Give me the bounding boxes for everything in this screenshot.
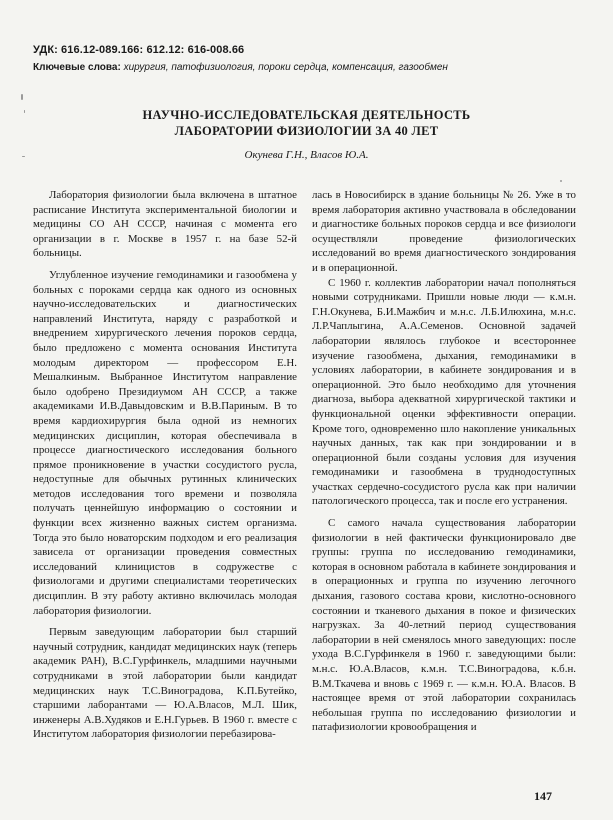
keywords-label: Ключевые слова: — [33, 62, 121, 73]
paragraph: С 1960 г. коллектив лаборатории начал пополняться новыми сотрудниками. Пришли новые люди — к.м.н. Г.Н.Окунева, Б.И.Мажбич и м.н.с. Л.Б.Илюхина, м.н.с. Л.Р.Чаплыгина, А.А.Семенов. Основной задачей лаборатории являлось глубокое и всестороннее изучение газообмена, дыхания, гемодинамики в условиях лаборатории, в кабинете зондирования и в операционной. Это было необходимо для уточнения диагноза, выбора адекватной хирургической тактики и функциональной оценки эффективности операции. Кроме того, одновременно шло накопление уникальных научных данных, так как при зондировании и в операционной были созданы условия для изучения гемодинамики и газообмена в труднодоступных участках сердечно-сосудистого русла как при наличии патологического процесса, так и после его устранения. — [312, 276, 576, 508]
udk-code: УДК: 616.12-089.166: 612.12: 616-008.66 — [33, 44, 245, 56]
keywords-line — [33, 62, 593, 73]
paragraph: Первым заведующим лаборатории был старший научный сотрудник, кандидат медицинских наук (теперь академик РАН), В.С.Гурфинкель, младшими научными сотрудниками в этой лаборатории были кандидат медицинских наук Т.С.Виноградова, К.П.Бутейко, старшими лаборантами — Ю.А.Власов, М.Л. Шик, инженеры А.В.Худяков и Е.Н.Гурьев. В 1960 г. вместе с Институтом лаборатория физиологии перебазирова- — [33, 626, 297, 741]
paragraph: Углубленное изучение гемодинамики и газообмена у больных с пороками сердца как одного из основных научно-исследовательских и диагностических направлений Института, наряду с разработкой и внедрением хирургического лечения пороков сердца, было предложено с момента основания Института молодым директором — профессором Е.Н. Мешалкиным. Выбранное Институтом направление было одобрено Президиумом АН СССР, а также академиками И.В.Давыдовским и В.В.Париным. В то время кардиохирургия была одной из немногих медицинских дисциплин, которая обеспечивала в процессе диагностического исследования больного прямое проникновение в участки сосудистого русла, недоступные для обычных рутинных клинических методов исследования того времени и позволяла получать ценнейшую информацию о состоянии и функции всех жизненно важных систем организма. Тогда это было новаторским подходом и его реализация зависела от организации проведения совместных исследований клиницистов в содружестве с физиологами и другими специалистами теоретических дисциплин. В эту работу активно включилась молодая лаборатория физиологии. — [33, 268, 297, 617]
left-column — [33, 188, 297, 742]
scan-speck — [24, 110, 25, 113]
article-title-line-1: НАУЧНО-ИССЛЕДОВАТЕЛЬСКАЯ ДЕЯТЕЛЬНОСТЬ — [142, 108, 471, 122]
right-column — [312, 188, 576, 735]
keywords-text: хирургия, патофизиология, пороки сердца, компенсация, газообмен — [120, 62, 448, 73]
article-authors: Окунева Г.Н., Власов Ю.А. — [244, 149, 369, 161]
scan-speck — [560, 180, 562, 182]
article-title-line-2: ЛАБОРАТОРИИ ФИЗИОЛОГИИ ЗА 40 ЛЕТ — [174, 124, 439, 138]
scan-speck — [21, 94, 23, 100]
scan-speck — [22, 156, 25, 157]
paragraph: С самого начала существования лаборатории физиологии в ней фактически функционировало две группы: группа по исследованию гемодинамики, которая в основном работала в кабинете зондирования и в операционных и группа по изучению легочного дыхания, газового состава крови, кислотно-основного состоянии и тканевого дыхания в покое и физических нагрузках. За 40-летний период существования лаборатории в ней сменялось много заведующих: после ухода В.С.Гурфинкеля в 1960 г. заведующими были: м.н.с. Ю.А.Власов, к.м.н. Т.С.Виноградова, к.б.н. В.М.Ткачева и вновь с 1969 г. — к.м.н. Ю.А. Власов. В настоящее время от этой лаборатории сохранилась небольшая группа по исследованию физиологии и патафизиологии кровообращения и — [312, 517, 576, 734]
paragraph: лась в Новосибирск в здание больницы № 26. Уже в то время лаборатория активно участвовала в обследовании и диагностике больных пороков сердца и все физиологи осуществляли проведение физиологических исследований во время диагностического зондирования и в операционной. — [312, 189, 576, 274]
page-number: 147 — [534, 789, 552, 803]
paragraph: Лаборатория физиологии была включена в штатное расписание Института экспериментальной биологии и медицины СО АН СССР, начиная с момента его организации в г. Москве в 1957 г. на базе 52-й больницы. — [33, 189, 297, 260]
